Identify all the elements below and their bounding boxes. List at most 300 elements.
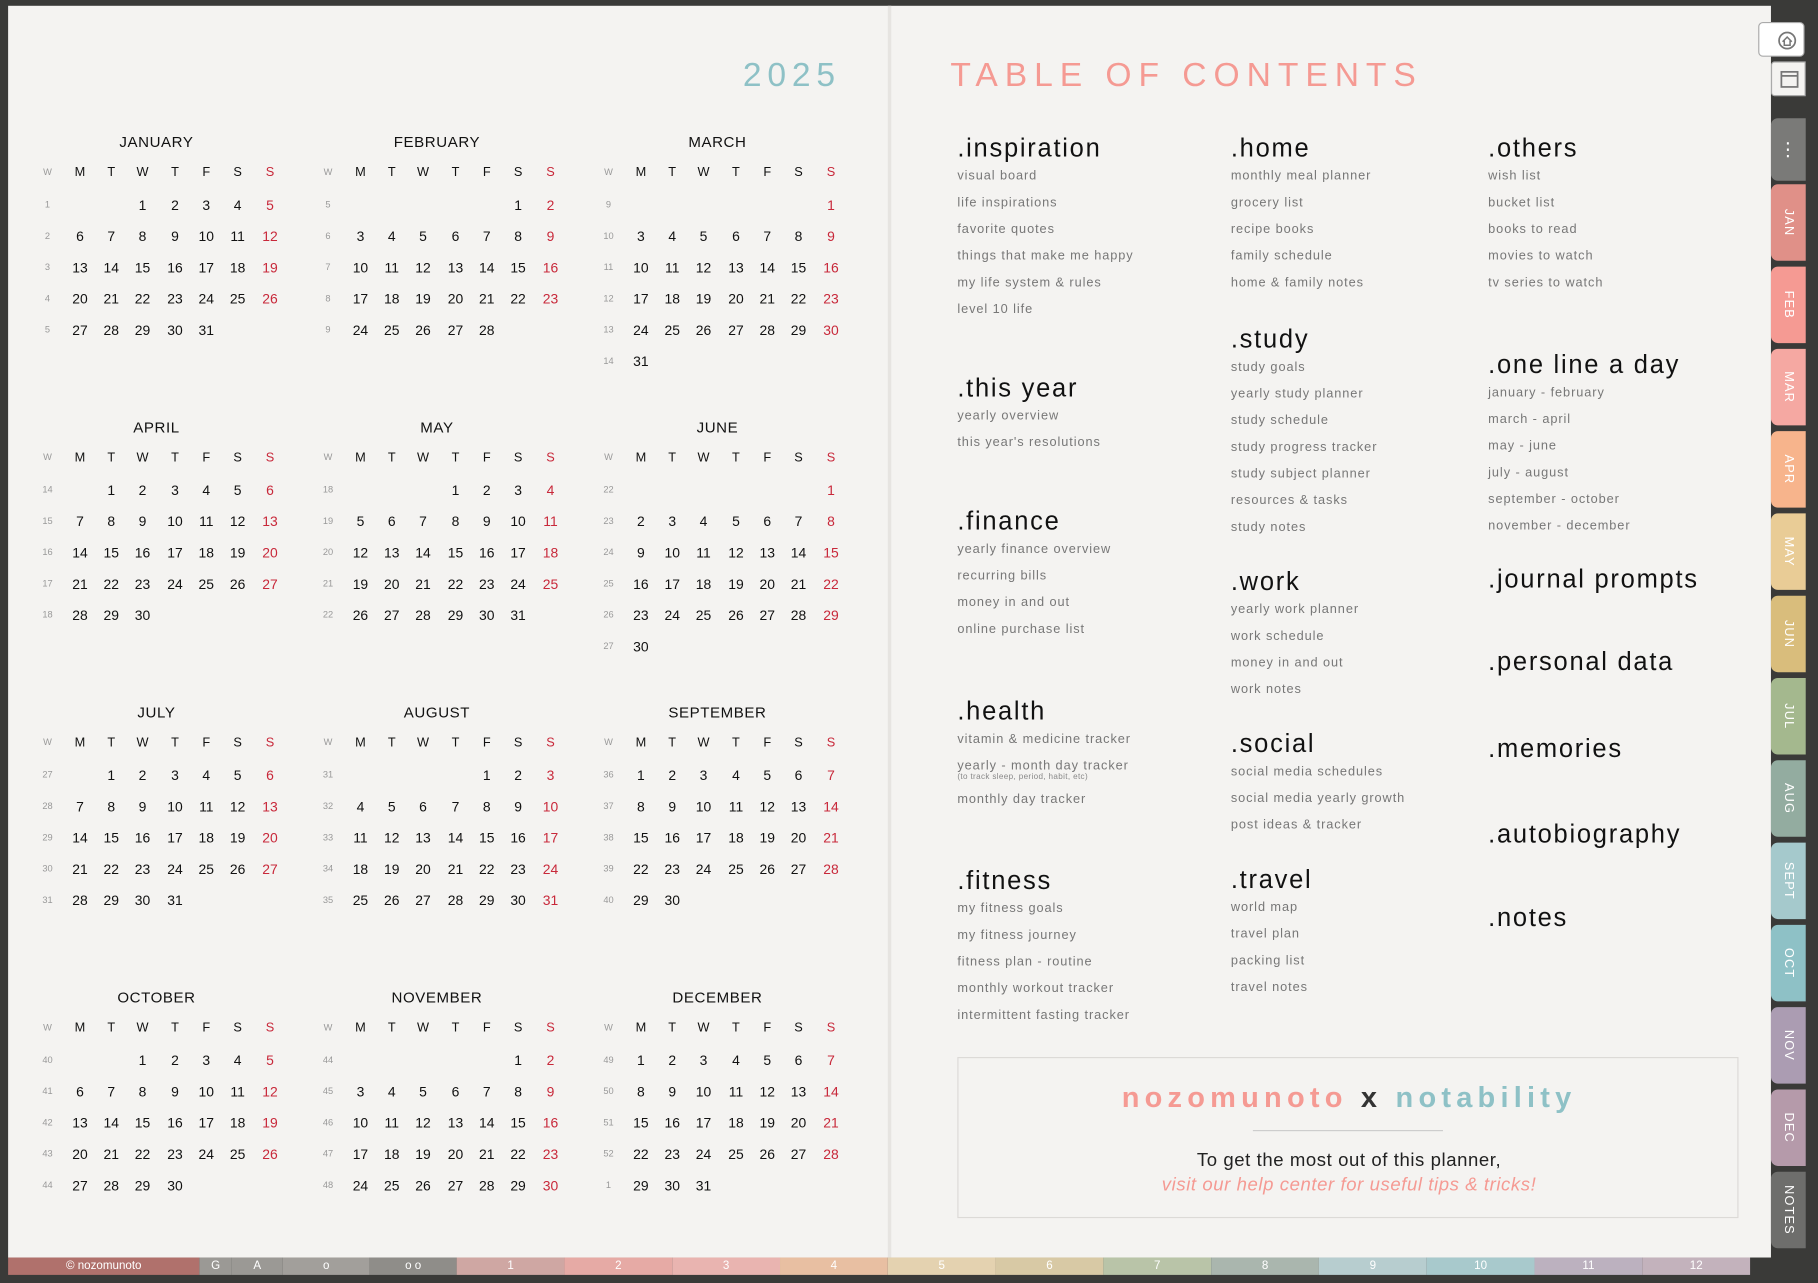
- calendar-day[interactable]: 25: [383, 322, 400, 339]
- toc-heading-one-line-a-day[interactable]: .one line a day: [1488, 350, 1681, 379]
- calendar-day[interactable]: 9: [514, 798, 522, 815]
- calendar-day[interactable]: 18: [198, 544, 215, 561]
- calendar-day[interactable]: 27: [447, 322, 464, 339]
- toc-item[interactable]: intermittent fasting tracker: [957, 1008, 1130, 1023]
- toc-item[interactable]: work notes: [1230, 682, 1302, 697]
- calendar-day[interactable]: 14: [72, 544, 88, 561]
- calendar-day[interactable]: 4: [387, 1083, 396, 1100]
- calendar-day[interactable]: 11: [384, 1114, 399, 1132]
- calendar-day[interactable]: 27: [790, 1146, 807, 1163]
- toc-item[interactable]: resources & tasks: [1230, 493, 1348, 508]
- toc-item[interactable]: grocery list: [1230, 195, 1304, 210]
- calendar-day[interactable]: 1: [138, 197, 147, 214]
- calendar-day[interactable]: 19: [262, 1114, 278, 1132]
- calendar-day[interactable]: 27: [72, 1177, 88, 1194]
- calendar-day[interactable]: 27: [262, 576, 278, 593]
- calendar-day[interactable]: 18: [728, 1114, 744, 1132]
- toc-item[interactable]: july - august: [1488, 465, 1569, 480]
- bottom-tab-14[interactable]: 11: [1535, 1258, 1643, 1275]
- toc-item[interactable]: movies to watch: [1488, 249, 1594, 264]
- calendar-day[interactable]: 20: [262, 829, 278, 847]
- calendar-day[interactable]: 24: [695, 861, 712, 878]
- calendar-day[interactable]: 4: [699, 513, 708, 530]
- calendar-day[interactable]: 15: [790, 259, 807, 276]
- calendar-day[interactable]: 6: [266, 482, 274, 499]
- calendar-day[interactable]: 13: [262, 798, 278, 815]
- calendar-day[interactable]: 26: [262, 1146, 278, 1163]
- promo-box[interactable]: [957, 1057, 1738, 1218]
- calendar-day[interactable]: 26: [415, 1177, 431, 1194]
- calendar-day[interactable]: 1: [637, 1052, 645, 1069]
- toc-item[interactable]: social media yearly growth: [1230, 791, 1406, 806]
- toc-item[interactable]: my life system & rules: [957, 275, 1102, 290]
- calendar-day[interactable]: 27: [728, 322, 744, 339]
- calendar-day[interactable]: 21: [415, 576, 431, 593]
- calendar-day[interactable]: 20: [447, 290, 464, 308]
- calendar-day[interactable]: 16: [134, 829, 151, 847]
- toc-heading-others[interactable]: .others: [1488, 133, 1579, 163]
- calendar-day[interactable]: 5: [419, 1083, 427, 1100]
- calendar-day[interactable]: 4: [668, 228, 677, 245]
- bottom-tab-2[interactable]: o: [283, 1258, 370, 1275]
- calendar-day[interactable]: 27: [415, 892, 431, 909]
- calendar-day[interactable]: 4: [233, 197, 242, 214]
- calendar-day[interactable]: 1: [514, 1052, 522, 1069]
- calendar-day[interactable]: 16: [167, 1114, 183, 1132]
- calendar-day[interactable]: 25: [695, 607, 712, 624]
- calendar-day[interactable]: 22: [633, 1146, 649, 1163]
- calendar-day[interactable]: 15: [447, 544, 464, 561]
- calendar-day[interactable]: 9: [138, 798, 147, 815]
- calendar-day[interactable]: 23: [134, 576, 151, 593]
- calendar-day[interactable]: 18: [542, 544, 559, 561]
- calendar-day[interactable]: 4: [356, 798, 365, 815]
- toc-item[interactable]: fitness plan - routine: [957, 955, 1093, 969]
- calendar-day[interactable]: 21: [479, 1146, 495, 1163]
- calendar-day[interactable]: 16: [479, 544, 495, 561]
- month-name[interactable]: OCTOBER: [117, 988, 196, 1007]
- bottom-tab-4[interactable]: 1: [457, 1258, 565, 1275]
- calendar-day[interactable]: 5: [419, 228, 427, 245]
- toc-item[interactable]: visual board: [957, 169, 1038, 184]
- calendar-day[interactable]: 8: [451, 513, 460, 530]
- calendar-day[interactable]: 6: [451, 1083, 460, 1100]
- toc-item[interactable]: march - april: [1488, 412, 1572, 427]
- calendar-day[interactable]: 1: [138, 1052, 147, 1069]
- calendar-day[interactable]: 20: [72, 1146, 88, 1163]
- calendar-day[interactable]: 26: [229, 861, 246, 878]
- calendar-day[interactable]: 20: [262, 544, 278, 561]
- calendar-day[interactable]: 20: [790, 829, 807, 847]
- calendar-day[interactable]: 14: [103, 259, 119, 276]
- calendar-day[interactable]: 1: [107, 767, 116, 784]
- calendar-day[interactable]: 11: [199, 513, 214, 530]
- month-name[interactable]: SEPTEMBER: [668, 703, 767, 721]
- calendar-day[interactable]: 17: [695, 1114, 712, 1132]
- calendar-day[interactable]: 12: [229, 513, 246, 530]
- calendar-day[interactable]: 21: [790, 576, 807, 593]
- calendar-day[interactable]: 23: [479, 576, 495, 593]
- calendar-day[interactable]: 26: [759, 1146, 775, 1163]
- toc-item[interactable]: yearly study planner: [1230, 387, 1364, 402]
- calendar-day[interactable]: 21: [72, 576, 88, 593]
- calendar-day[interactable]: 30: [823, 322, 839, 339]
- calendar-day[interactable]: 21: [72, 861, 88, 878]
- calendar-day[interactable]: 18: [198, 829, 215, 847]
- toc-item[interactable]: social media schedules: [1230, 764, 1384, 779]
- month-name[interactable]: APRIL: [133, 418, 180, 436]
- calendar-day[interactable]: 20: [383, 576, 400, 593]
- calendar-day[interactable]: 6: [419, 798, 427, 815]
- bottom-tab-11[interactable]: 8: [1211, 1258, 1319, 1275]
- calendar-day[interactable]: 23: [510, 861, 526, 878]
- calendar-day[interactable]: 13: [790, 798, 807, 815]
- calendar-day[interactable]: 7: [482, 1083, 491, 1100]
- calendar-day[interactable]: 18: [664, 290, 680, 308]
- calendar-day[interactable]: 12: [415, 1114, 431, 1132]
- calendar-day[interactable]: 13: [383, 544, 400, 561]
- bottom-tab-1[interactable]: A: [232, 1258, 283, 1275]
- calendar-day[interactable]: 1: [514, 197, 522, 214]
- calendar-day[interactable]: 18: [229, 259, 246, 276]
- toc-heading-memories[interactable]: .memories: [1488, 733, 1623, 763]
- calendar-day[interactable]: 11: [230, 1083, 245, 1100]
- calendar-day[interactable]: 18: [383, 1146, 400, 1163]
- calendar-day[interactable]: 28: [759, 322, 775, 339]
- calendar-day[interactable]: 19: [415, 1146, 431, 1163]
- calendar-day[interactable]: 17: [352, 1146, 369, 1163]
- calendar-day[interactable]: 29: [633, 1177, 649, 1194]
- calendar-day[interactable]: 6: [451, 228, 460, 245]
- calendar-day[interactable]: 26: [262, 290, 278, 308]
- calendar-day[interactable]: 7: [794, 513, 803, 530]
- toc-heading-inspiration[interactable]: .inspiration: [957, 133, 1102, 163]
- calendar-day[interactable]: 4: [202, 767, 211, 784]
- tab-notes[interactable]: [1771, 1172, 1806, 1248]
- calendar-day[interactable]: 20: [415, 861, 431, 878]
- calendar-day[interactable]: 4: [387, 228, 396, 245]
- calendar-day[interactable]: 30: [134, 607, 151, 624]
- calendar-day[interactable]: 16: [664, 829, 680, 847]
- toc-item[interactable]: wish list: [1488, 169, 1542, 184]
- toc-item[interactable]: home & family notes: [1230, 275, 1364, 290]
- calendar-day[interactable]: 22: [790, 290, 807, 308]
- bottom-tab-10[interactable]: 7: [1103, 1258, 1211, 1275]
- calendar-day[interactable]: 25: [383, 1177, 400, 1194]
- toc-item[interactable]: recipe books: [1230, 222, 1315, 237]
- calendar-day[interactable]: 14: [72, 829, 88, 847]
- calendar-day[interactable]: 1: [482, 767, 491, 784]
- calendar-day[interactable]: 12: [352, 544, 369, 561]
- calendar-day[interactable]: 6: [266, 767, 274, 784]
- calendar-day[interactable]: 15: [103, 829, 119, 847]
- toc-item[interactable]: study schedule: [1230, 413, 1329, 428]
- calendar-day[interactable]: 26: [229, 576, 246, 593]
- toc-item[interactable]: world map: [1230, 900, 1299, 915]
- calendar-day[interactable]: 12: [262, 228, 278, 245]
- calendar-day[interactable]: 30: [510, 892, 526, 909]
- calendar-day[interactable]: 8: [637, 798, 645, 815]
- calendar-day[interactable]: 26: [759, 861, 775, 878]
- calendar-day[interactable]: 16: [510, 829, 526, 847]
- calendar-day[interactable]: 14: [823, 1083, 839, 1100]
- calendar-day[interactable]: 11: [664, 259, 680, 276]
- calendar-day[interactable]: 24: [352, 322, 369, 339]
- calendar-day[interactable]: 24: [695, 1146, 712, 1163]
- toc-item[interactable]: bucket list: [1488, 195, 1556, 210]
- calendar-day[interactable]: 10: [695, 1083, 712, 1100]
- calendar-day[interactable]: 10: [198, 228, 215, 245]
- toc-item[interactable]: work schedule: [1230, 629, 1325, 644]
- calendar-day[interactable]: 28: [823, 1146, 839, 1163]
- calendar-day[interactable]: 30: [167, 1177, 183, 1194]
- calendar-day[interactable]: 18: [229, 1114, 246, 1132]
- toc-item[interactable]: january - february: [1488, 385, 1605, 400]
- toc-heading-journal-prompts[interactable]: .journal prompts: [1488, 564, 1699, 594]
- calendar-day[interactable]: 3: [637, 228, 645, 245]
- calendar-day[interactable]: 19: [262, 259, 278, 276]
- calendar-day[interactable]: 9: [482, 513, 491, 530]
- calendar-day[interactable]: 14: [823, 798, 839, 815]
- calendar-day[interactable]: 21: [823, 829, 839, 847]
- calendar-day[interactable]: 29: [447, 607, 464, 624]
- calendar-day[interactable]: 9: [546, 228, 555, 245]
- calendar-day[interactable]: 6: [763, 513, 772, 530]
- calendar-day[interactable]: 20: [447, 1146, 464, 1163]
- calendar-day[interactable]: 12: [229, 798, 246, 815]
- calendar-day[interactable]: 29: [103, 607, 119, 624]
- calendar-day[interactable]: 24: [542, 861, 559, 878]
- calendar-day[interactable]: 9: [138, 513, 147, 530]
- bottom-tab-8[interactable]: 5: [888, 1258, 996, 1275]
- calendar-day[interactable]: 15: [823, 544, 839, 561]
- calendar-day[interactable]: 12: [728, 544, 744, 561]
- tab-nov[interactable]: [1771, 1007, 1806, 1083]
- calendar-day[interactable]: 17: [664, 576, 680, 593]
- calendar-day[interactable]: 2: [637, 513, 645, 530]
- calendar-day[interactable]: 21: [447, 861, 464, 878]
- calendar-day[interactable]: 3: [699, 1052, 708, 1069]
- bottom-tab-12[interactable]: 9: [1319, 1258, 1427, 1275]
- calendar-day[interactable]: 29: [823, 607, 839, 624]
- calendar-day[interactable]: 2: [546, 197, 555, 214]
- tab-mar[interactable]: [1771, 349, 1806, 425]
- calendar-day[interactable]: 9: [637, 544, 645, 561]
- calendar-day[interactable]: 11: [230, 228, 245, 245]
- calendar-day[interactable]: 27: [262, 861, 278, 878]
- calendar-day[interactable]: 28: [103, 322, 119, 339]
- calendar-day[interactable]: 15: [633, 1114, 649, 1132]
- calendar-day[interactable]: 1: [637, 767, 645, 784]
- toc-item[interactable]: my fitness journey: [957, 928, 1077, 943]
- toc-item[interactable]: monthly day tracker: [957, 792, 1087, 807]
- calendar-day[interactable]: 13: [415, 829, 431, 847]
- calendar-day[interactable]: 27: [383, 607, 400, 624]
- calendar-day[interactable]: 22: [510, 1146, 526, 1163]
- calendar-day[interactable]: 16: [134, 544, 151, 561]
- calendar-day[interactable]: 1: [827, 197, 835, 214]
- calendar-day[interactable]: 27: [447, 1177, 464, 1194]
- calendar-day[interactable]: 16: [664, 1114, 680, 1132]
- help-center-link[interactable]: visit our help center for useful tips & tricks!: [1161, 1175, 1537, 1195]
- calendar-day[interactable]: 15: [510, 1114, 526, 1132]
- calendar-day[interactable]: 4: [202, 482, 211, 499]
- toc-item[interactable]: post ideas & tracker: [1230, 818, 1363, 833]
- tab-apr[interactable]: [1771, 431, 1806, 507]
- calendar-day[interactable]: 23: [134, 861, 151, 878]
- toc-item[interactable]: online purchase list: [957, 622, 1086, 637]
- calendar-day[interactable]: 25: [198, 861, 215, 878]
- calendar-day[interactable]: 28: [72, 607, 88, 624]
- toc-heading-this-year[interactable]: .this year: [957, 373, 1079, 403]
- calendar-day[interactable]: 8: [138, 228, 147, 245]
- calendar-day[interactable]: 10: [198, 1083, 215, 1100]
- calendar-day[interactable]: 10: [633, 259, 649, 276]
- calendar-day[interactable]: 25: [229, 290, 246, 308]
- calendar-day[interactable]: 11: [728, 1083, 744, 1100]
- calendar-day[interactable]: 13: [759, 544, 775, 561]
- calendar-day[interactable]: 4: [732, 767, 740, 784]
- calendar-day[interactable]: 1: [107, 482, 116, 499]
- calendar-day[interactable]: 17: [510, 544, 526, 561]
- calendar-day[interactable]: 6: [794, 767, 803, 784]
- calendar-day[interactable]: 26: [352, 607, 369, 624]
- calendar-day[interactable]: 17: [198, 1114, 215, 1132]
- month-name[interactable]: MARCH: [688, 133, 747, 151]
- calendar-day[interactable]: 11: [543, 513, 558, 530]
- calendar-day[interactable]: 11: [696, 544, 711, 561]
- calendar-day[interactable]: 25: [198, 576, 215, 593]
- calendar-day[interactable]: 3: [514, 482, 522, 499]
- calendar-day[interactable]: 28: [447, 892, 464, 909]
- calendar-day[interactable]: 6: [794, 1052, 803, 1069]
- toc-item[interactable]: packing list: [1230, 953, 1306, 968]
- calendar-day[interactable]: 13: [262, 513, 278, 530]
- tab-jun[interactable]: [1771, 596, 1806, 672]
- calendar-day[interactable]: 11: [199, 798, 214, 815]
- bottom-tab-0[interactable]: G: [199, 1258, 231, 1275]
- tab-may[interactable]: [1771, 513, 1806, 589]
- calendar-day[interactable]: 24: [510, 576, 526, 593]
- calendar-day[interactable]: 18: [695, 576, 712, 593]
- calendar-day[interactable]: 12: [759, 1083, 775, 1100]
- toc-item[interactable]: travel plan: [1230, 927, 1300, 942]
- calendar-day[interactable]: 31: [633, 353, 649, 370]
- calendar-day[interactable]: 15: [134, 1114, 151, 1132]
- calendar-day[interactable]: 21: [103, 1146, 119, 1163]
- calendar-day[interactable]: 15: [479, 829, 495, 847]
- calendar-day[interactable]: 10: [352, 1114, 369, 1132]
- calendar-day[interactable]: 18: [728, 829, 744, 847]
- calendar-day[interactable]: 6: [732, 228, 740, 245]
- toc-item[interactable]: life inspirations: [957, 195, 1058, 210]
- toc-item[interactable]: money in and out: [1230, 655, 1344, 670]
- calendar-day[interactable]: 2: [668, 767, 677, 784]
- calendar-day[interactable]: 14: [759, 259, 775, 276]
- calendar-day[interactable]: 6: [76, 228, 84, 245]
- calendar-day[interactable]: 29: [103, 892, 119, 909]
- calendar-day[interactable]: 5: [266, 1052, 274, 1069]
- calendar-day[interactable]: 30: [479, 607, 495, 624]
- calendar-day[interactable]: 2: [171, 1052, 179, 1069]
- calendar-day[interactable]: 29: [510, 1177, 526, 1194]
- calendar-day[interactable]: 14: [415, 544, 431, 561]
- toc-item[interactable]: yearly overview: [957, 409, 1060, 424]
- calendar-day[interactable]: 31: [695, 1177, 712, 1194]
- calendar-day[interactable]: 16: [542, 259, 559, 276]
- calendar-day[interactable]: 5: [763, 1052, 772, 1069]
- calendar-day[interactable]: 11: [728, 798, 744, 815]
- calendar-day[interactable]: 9: [827, 228, 835, 245]
- calendar-day[interactable]: 25: [229, 1146, 246, 1163]
- calendar-day[interactable]: 21: [823, 1114, 839, 1132]
- calendar-day[interactable]: 23: [633, 607, 649, 624]
- calendar-day[interactable]: 5: [233, 767, 242, 784]
- toc-item[interactable]: study notes: [1230, 520, 1307, 535]
- calendar-day[interactable]: 14: [103, 1114, 119, 1132]
- calendar-day[interactable]: 19: [229, 829, 246, 847]
- calendar-day[interactable]: 4: [732, 1052, 740, 1069]
- calendar-day[interactable]: 14: [479, 259, 495, 276]
- calendar-day[interactable]: 5: [699, 228, 708, 245]
- calendar-day[interactable]: 2: [171, 197, 179, 214]
- toc-heading-work[interactable]: .work: [1230, 566, 1301, 596]
- calendar-day[interactable]: 12: [415, 259, 431, 276]
- calendar-day[interactable]: 18: [383, 290, 400, 308]
- calendar-day[interactable]: 20: [790, 1114, 807, 1132]
- calendar-day[interactable]: 19: [352, 576, 369, 593]
- month-name[interactable]: JULY: [137, 703, 176, 721]
- toc-item[interactable]: yearly - month day tracker: [957, 759, 1129, 774]
- calendar-day[interactable]: 9: [546, 1083, 555, 1100]
- calendar-day[interactable]: 23: [664, 861, 680, 878]
- toc-item[interactable]: may - june: [1488, 439, 1557, 454]
- toc-item[interactable]: september - october: [1488, 492, 1620, 507]
- calendar-day[interactable]: 13: [447, 1114, 464, 1132]
- calendar-day[interactable]: 28: [72, 892, 88, 909]
- calendar-day[interactable]: 3: [171, 767, 179, 784]
- calendar-day[interactable]: 15: [633, 829, 649, 847]
- toc-item[interactable]: yearly finance overview: [957, 542, 1112, 557]
- month-name[interactable]: JUNE: [696, 418, 739, 436]
- calendar-day[interactable]: 23: [664, 1146, 680, 1163]
- calendar-day[interactable]: 1: [827, 482, 835, 499]
- calendar-day[interactable]: 4: [546, 482, 555, 499]
- calendar-day[interactable]: 13: [72, 1114, 88, 1132]
- toc-item[interactable]: level 10 life: [957, 302, 1034, 317]
- calendar-day[interactable]: 8: [107, 513, 116, 530]
- calendar-day[interactable]: 8: [514, 1083, 522, 1100]
- calendar-day[interactable]: 16: [633, 576, 649, 593]
- calendar-day[interactable]: 22: [823, 576, 839, 593]
- calendar-day[interactable]: 2: [138, 482, 147, 499]
- calendar-day[interactable]: 5: [763, 767, 772, 784]
- calendar-day[interactable]: 5: [266, 197, 274, 214]
- month-name[interactable]: NOVEMBER: [391, 988, 483, 1007]
- calendar-day[interactable]: 14: [790, 544, 807, 561]
- calendar-day[interactable]: 8: [514, 228, 522, 245]
- calendar-day[interactable]: 9: [171, 228, 179, 245]
- calendar-day[interactable]: 19: [695, 290, 712, 308]
- calendar-day[interactable]: 29: [134, 322, 151, 339]
- calendar-day[interactable]: 1: [451, 482, 460, 499]
- toc-item[interactable]: things that make me happy: [957, 249, 1134, 264]
- calendar-day[interactable]: 6: [387, 513, 396, 530]
- calendar-day[interactable]: 20: [72, 290, 88, 308]
- calendar-day[interactable]: 21: [759, 290, 775, 308]
- toc-heading-autobiography[interactable]: .autobiography: [1488, 819, 1682, 849]
- calendar-day[interactable]: 16: [823, 259, 839, 276]
